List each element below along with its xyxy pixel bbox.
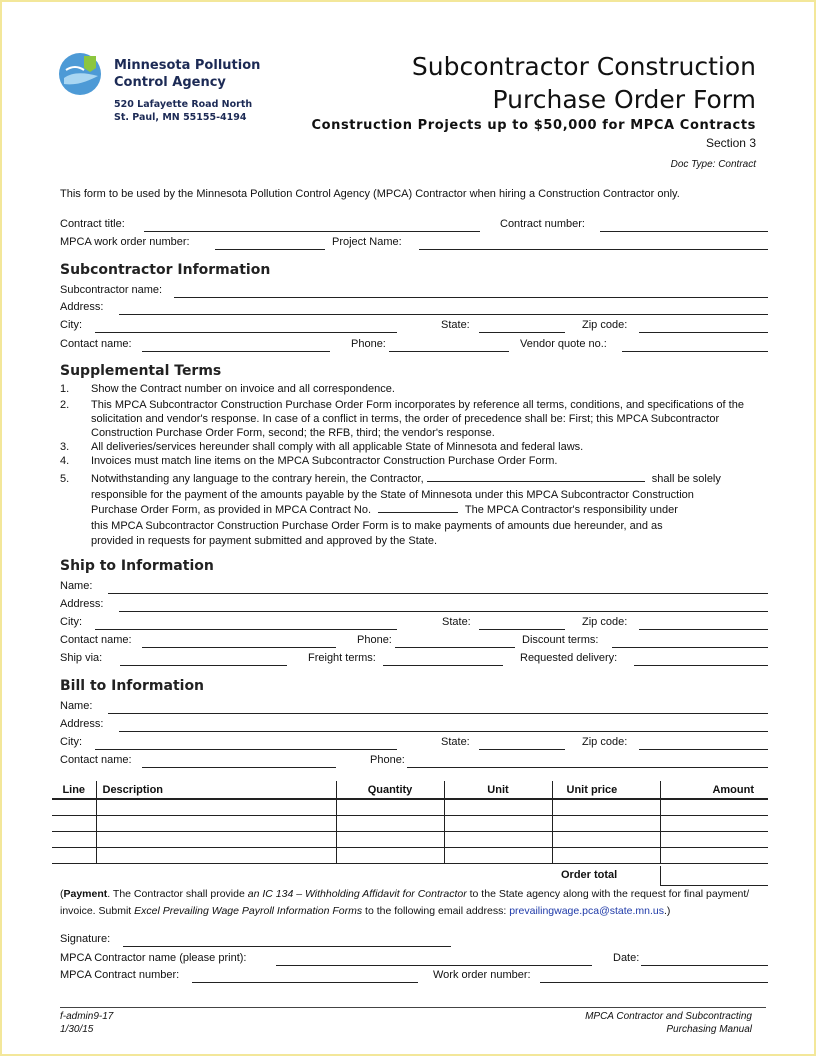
col-unit-price: Unit price — [552, 781, 660, 799]
subcontractor-state-label: State: — [441, 319, 470, 331]
table-cell[interactable] — [444, 799, 552, 815]
subcontractor-contact-field[interactable] — [142, 351, 330, 352]
payment-form-ic134: an IC 134 – Withholding Affidavit for Contractor — [247, 888, 467, 900]
bill-address-field[interactable] — [119, 731, 768, 732]
bill-name-label: Name: — [60, 700, 93, 712]
form-subtitle: Construction Projects up to $50,000 for MPCA Contracts — [311, 118, 756, 133]
table-cell[interactable] — [660, 799, 768, 815]
ship-heading: Ship to Information — [60, 558, 214, 574]
term-5-text-g: provided in requests for payment submitted and approved by the State. — [91, 535, 438, 547]
bill-zip-label: Zip code: — [582, 736, 628, 748]
term-5-contract-no-field[interactable] — [378, 503, 458, 513]
section-label: Section 3 — [705, 136, 756, 150]
subcontractor-address-label: Address: — [60, 301, 104, 313]
mpca-contract-number-label: MPCA Contract number: — [60, 969, 180, 981]
footer-divider — [60, 1007, 766, 1008]
payment-bold: Payment — [63, 888, 108, 900]
ship-state-field[interactable] — [479, 629, 565, 630]
term-item-4 — [60, 454, 760, 468]
work-order-number-label: Work order number: — [433, 969, 531, 981]
ship-phone-label: Phone: — [357, 634, 392, 646]
work-order-field[interactable] — [215, 249, 325, 250]
term-number: 2. — [60, 399, 70, 411]
form-title-line1: Subcontractor Construction — [411, 52, 756, 81]
intro-text: This form to be used by the Minnesota Pollution Control Agency (MPCA) Contractor when hiring a Construction Contractor only. — [60, 188, 680, 200]
footer-manual-line1: MPCA Contractor and Subcontracting — [585, 1011, 752, 1022]
date-label: Date: — [613, 952, 640, 964]
ship-zip-field[interactable] — [639, 629, 768, 630]
table-cell[interactable] — [552, 815, 660, 831]
org-address-line1: 520 Lafayette Road North — [114, 99, 253, 110]
date-field[interactable] — [641, 965, 768, 966]
subcontractor-zip-label: Zip code: — [582, 319, 628, 331]
bill-state-field[interactable] — [479, 749, 565, 750]
order-total-row — [558, 866, 768, 886]
col-line: Line — [52, 781, 96, 799]
term-5-text-f: this MPCA Subcontractor Construction Purchase Order Form is to make payments of amounts due hereunder, and as — [91, 519, 663, 532]
subcontractor-city-field[interactable] — [95, 332, 397, 333]
org-address-line2: St. Paul, MN 55155-4194 — [114, 112, 247, 123]
subcontractor-state-field[interactable] — [479, 332, 565, 333]
subcontractor-name-label: Subcontractor name: — [60, 284, 163, 296]
term-text: Invoices must match line items on the MPCA Subcontractor Construction Purchase Order Form. — [91, 455, 558, 467]
table-cell[interactable] — [336, 815, 444, 831]
bill-address-label: Address: — [60, 718, 104, 730]
table-cell[interactable] — [660, 847, 768, 863]
ship-contact-field[interactable] — [142, 647, 336, 648]
payment-form-payroll: Excel Prevailing Wage Payroll Information Forms — [134, 904, 363, 917]
payment-text-3: to the following email address: — [362, 904, 510, 917]
term-item-1 — [60, 382, 760, 396]
table-cell[interactable] — [52, 831, 96, 847]
org-name-line2: Control Agency — [114, 75, 226, 90]
signature-field[interactable] — [123, 946, 451, 947]
contract-title-label: Contract title: — [60, 218, 125, 230]
form-title-line2: Purchase Order Form — [492, 85, 756, 114]
payment-close: .) — [664, 904, 671, 917]
table-cell[interactable] — [52, 799, 96, 815]
table-row — [52, 815, 768, 831]
table-cell[interactable] — [96, 815, 336, 831]
subcontractor-phone-label: Phone: — [351, 338, 386, 350]
line-items-table — [52, 781, 768, 864]
term-number: 4. — [60, 455, 70, 467]
table-cell[interactable] — [444, 847, 552, 863]
table-cell[interactable] — [552, 847, 660, 863]
project-name-field[interactable] — [419, 249, 768, 250]
order-total-field[interactable] — [660, 866, 768, 886]
ship-phone-field[interactable] — [395, 647, 515, 648]
table-cell[interactable] — [96, 831, 336, 847]
bill-contact-label: Contact name: — [60, 754, 132, 766]
ship-discount-field[interactable] — [612, 647, 768, 648]
work-order-number-field[interactable] — [540, 982, 768, 983]
freight-terms-field[interactable] — [383, 665, 503, 666]
payment-note — [60, 886, 772, 919]
payment-open: ( — [60, 888, 64, 900]
ship-name-field[interactable] — [108, 593, 768, 594]
payment-text-2: to the State agency along with the request for final payment/ invoice. Submit — [60, 888, 750, 917]
subcontractor-city-label: City: — [60, 319, 82, 331]
table-row — [52, 847, 768, 863]
term-5-text-c: responsible for the payment of the amounts payable by the State of Minnesota under this MPCA Subcontractor Construction — [91, 488, 694, 501]
term-5-number: 5. — [60, 473, 70, 485]
term-text: This MPCA Subcontractor Construction Purchase Order Form incorporates by reference all terms, conditions, and specifications of the solicitation and vendor's response. In case of a conflict in terms, the order of precedence shall be: First; this MPCA Subcontractor Construction Purchase Order Form, second; the RFB, third; the vendor's response. — [91, 399, 744, 439]
project-name-label: Project Name: — [332, 236, 402, 248]
term-item-3 — [60, 440, 760, 454]
org-name-line1: Minnesota Pollution — [114, 58, 261, 73]
payment-text-1: . The Contractor shall provide — [107, 888, 248, 900]
footer-date: 1/30/15 — [60, 1024, 94, 1035]
ship-contact-label: Contact name: — [60, 634, 132, 646]
contractor-name-field[interactable] — [276, 965, 592, 966]
footer-manual-line2: Purchasing Manual — [666, 1024, 752, 1035]
ship-city-field[interactable] — [95, 629, 397, 630]
ship-city-label: City: — [60, 616, 82, 628]
table-cell[interactable] — [336, 847, 444, 863]
col-quantity: Quantity — [336, 781, 444, 799]
order-total-label: Order total — [561, 869, 618, 881]
table-row — [52, 831, 768, 847]
terms-heading: Supplemental Terms — [60, 363, 222, 379]
table-cell[interactable] — [96, 847, 336, 863]
freight-terms-label: Freight terms: — [308, 652, 376, 664]
ship-discount-label: Discount terms: — [522, 634, 599, 646]
bill-city-field[interactable] — [95, 749, 397, 750]
term-5-text-b: shall be solely — [651, 473, 721, 485]
payment-email-link[interactable]: prevailingwage.pca@state.mn.us — [509, 904, 665, 917]
subcontractor-phone-field[interactable] — [389, 351, 509, 352]
contractor-name-label: MPCA Contractor name (please print): — [60, 952, 247, 964]
table-header-row — [52, 781, 768, 799]
table-cell[interactable] — [96, 799, 336, 815]
footer-doc-id: f-admin9-17 — [60, 1011, 114, 1022]
term-5-contractor-field[interactable] — [427, 472, 645, 482]
requested-delivery-field[interactable] — [634, 665, 768, 666]
term-5-text-a: Notwithstanding any language to the contrary herein, the Contractor, — [91, 473, 424, 485]
mpca-contract-number-field[interactable] — [192, 982, 418, 983]
term-number: 3. — [60, 441, 70, 453]
ship-address-label: Address: — [60, 598, 104, 610]
work-order-label: MPCA work order number: — [60, 236, 190, 248]
ship-name-label: Name: — [60, 580, 93, 592]
requested-delivery-label: Requested delivery: — [520, 652, 618, 664]
term-5-text-d: Purchase Order Form, as provided in MPCA Contract No. — [91, 504, 371, 516]
bill-zip-field[interactable] — [639, 749, 768, 750]
col-description: Description — [96, 781, 336, 799]
contract-number-label: Contract number: — [500, 218, 585, 230]
ship-state-label: State: — [442, 616, 471, 628]
term-text: All deliveries/services hereunder shall comply with all applicable State of Minnesota and federal laws. — [91, 441, 584, 453]
subcontractor-zip-field[interactable] — [639, 332, 768, 333]
ship-zip-label: Zip code: — [582, 616, 628, 628]
bill-contact-field[interactable] — [142, 767, 336, 768]
table-cell[interactable] — [336, 831, 444, 847]
vendor-quote-label: Vendor quote no.: — [520, 338, 607, 350]
term-number: 1. — [60, 383, 70, 395]
bill-heading: Bill to Information — [60, 678, 205, 694]
term-item-2 — [60, 398, 760, 440]
table-cell[interactable] — [52, 815, 96, 831]
ship-via-label: Ship via: — [60, 652, 103, 664]
bill-city-label: City: — [60, 736, 82, 748]
footer-left — [60, 1010, 113, 1036]
table-cell[interactable] — [444, 815, 552, 831]
table-cell[interactable] — [552, 831, 660, 847]
subcontractor-name-field[interactable] — [174, 297, 768, 298]
col-unit: Unit — [444, 781, 552, 799]
table-cell[interactable] — [444, 831, 552, 847]
contract-title-field[interactable] — [144, 231, 480, 232]
bill-phone-field[interactable] — [407, 767, 768, 768]
term-5-text-e: The MPCA Contractor's responsibility under — [464, 504, 678, 516]
bill-state-label: State: — [441, 736, 470, 748]
doc-type: Doc Type: Contract — [670, 159, 756, 170]
table-cell[interactable] — [336, 799, 444, 815]
col-amount: Amount — [660, 781, 768, 799]
table-cell[interactable] — [660, 831, 768, 847]
bill-name-field[interactable] — [108, 713, 768, 714]
term-item-5 — [60, 472, 772, 550]
subcontractor-address-field[interactable] — [119, 314, 768, 315]
footer-right — [585, 1010, 752, 1036]
mpca-logo-icon — [58, 50, 108, 96]
subcontractor-contact-label: Contact name: — [60, 338, 132, 350]
bill-phone-label: Phone: — [370, 754, 405, 766]
table-row — [52, 799, 768, 815]
table-cell[interactable] — [52, 847, 96, 863]
table-cell[interactable] — [660, 815, 768, 831]
term-text: Show the Contract number on invoice and all correspondence. — [91, 383, 395, 395]
vendor-quote-field[interactable] — [622, 351, 768, 352]
table-cell[interactable] — [552, 799, 660, 815]
terms-list — [60, 382, 760, 468]
subcontractor-heading: Subcontractor Information — [60, 262, 271, 278]
signature-label: Signature: — [60, 933, 111, 945]
ship-via-field[interactable] — [120, 665, 287, 666]
contract-number-field[interactable] — [600, 231, 768, 232]
ship-address-field[interactable] — [119, 611, 768, 612]
